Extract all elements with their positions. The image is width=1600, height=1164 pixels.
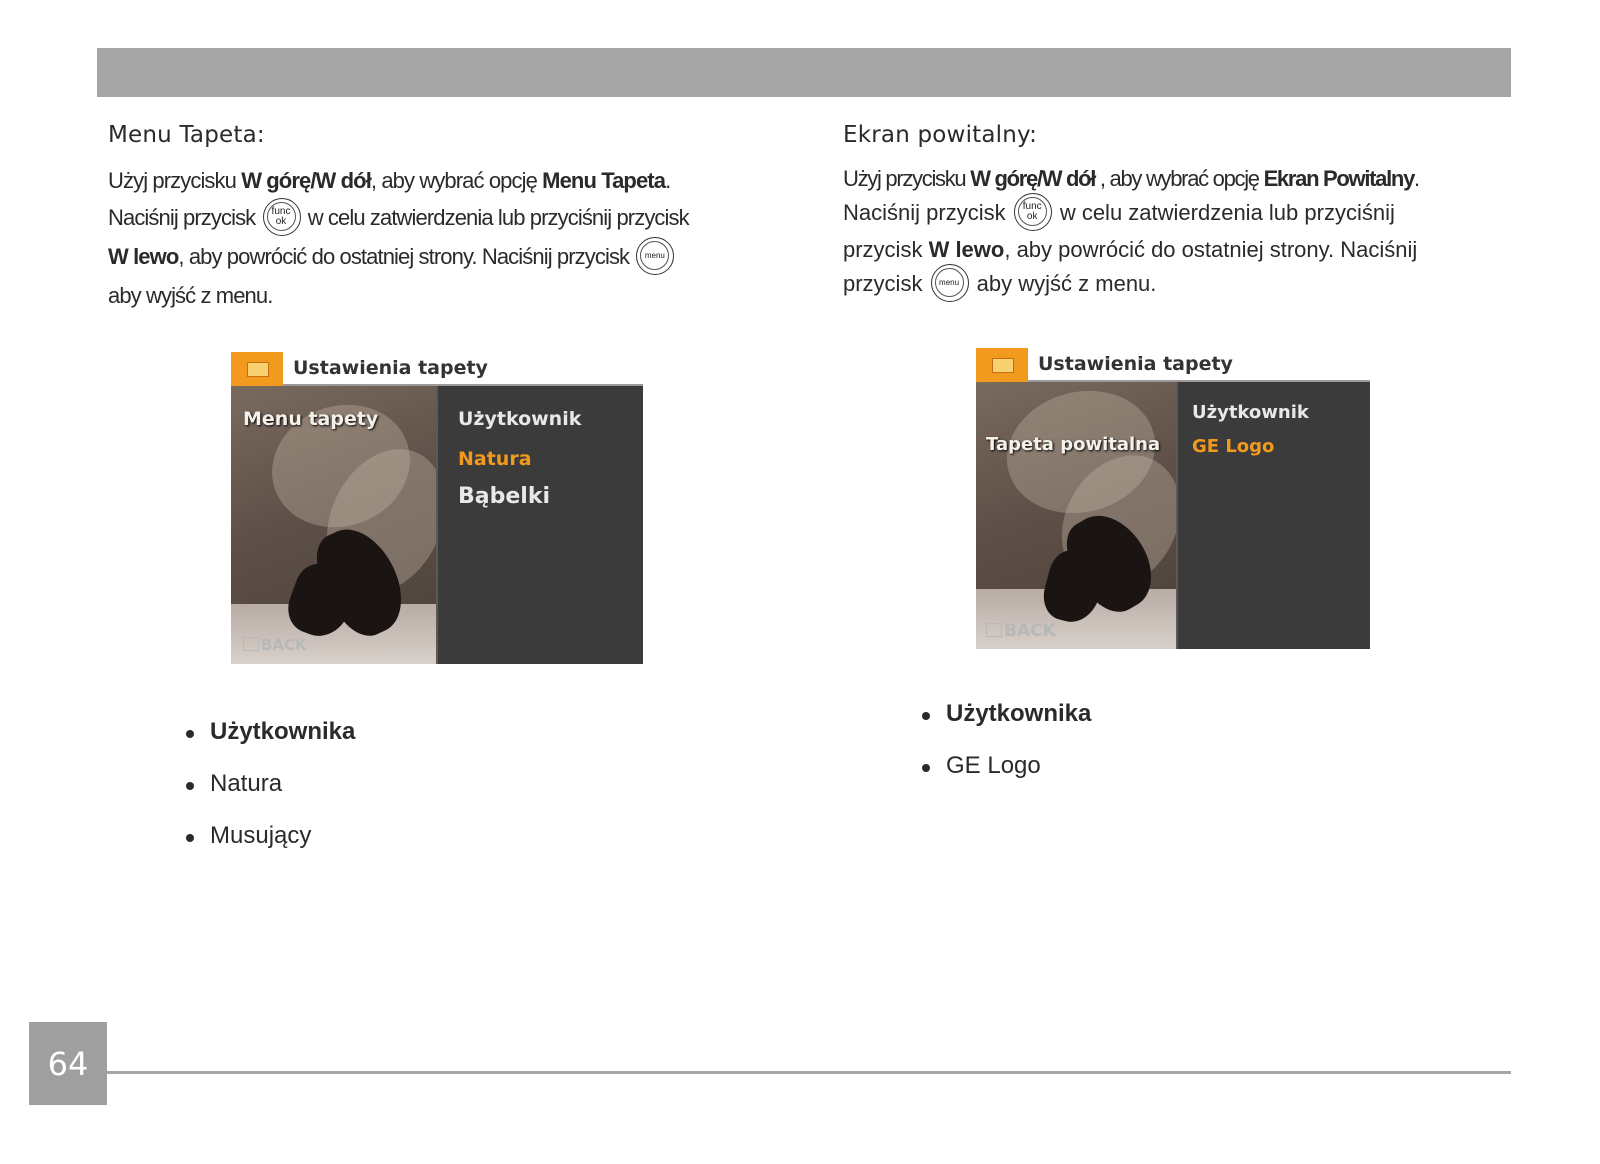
back-label: BACK (261, 636, 307, 654)
list-item (186, 770, 355, 822)
text: . (1414, 166, 1419, 191)
option-item: Użytkownik (1192, 402, 1309, 423)
options-panel (436, 386, 643, 664)
section-heading: Menu Tapeta: (108, 122, 265, 148)
screen-title-bar (976, 348, 1370, 382)
menu-button-icon (636, 237, 674, 275)
text: przycisk (843, 270, 929, 296)
menu-item-label: Tapeta powitalna (986, 434, 1161, 455)
func-ok-button-icon (263, 198, 301, 236)
list-item (922, 700, 1091, 752)
back-icon (243, 637, 259, 651)
page-number-box (29, 1022, 107, 1105)
icon-label: ok (1026, 210, 1038, 222)
text: , aby powrócić do ostatniej strony. Naciśnij (1004, 237, 1418, 262)
text: . (665, 168, 671, 193)
instruction-line (108, 238, 758, 277)
button-name: W górę/W dół (241, 168, 371, 193)
list-item (186, 822, 355, 874)
button-name: W lewo (108, 244, 179, 270)
wallpaper-icon (231, 352, 283, 386)
text: Naciśnij przycisk (108, 205, 261, 230)
button-name: W górę/W dół (970, 166, 1096, 191)
back-hint (243, 636, 307, 654)
page-number: 64 (47, 1044, 89, 1083)
icon-label: func (271, 205, 291, 217)
camera-screen-wallpaper-menu (231, 352, 643, 664)
back-icon (986, 623, 1002, 637)
instruction-line (843, 266, 1503, 304)
instruction-line (108, 162, 758, 199)
header-bar (97, 48, 1511, 97)
list-item (922, 752, 1091, 804)
text: Naciśnij przycisk (843, 199, 1012, 225)
icon-label: menu (644, 250, 665, 260)
section-ekran-powitalny (843, 122, 1503, 304)
text: Użyj przycisku (108, 168, 242, 193)
button-name: W lewo (928, 237, 1005, 262)
screen-title: Ustawienia tapety (1038, 353, 1233, 375)
footer-rule (107, 1071, 1511, 1074)
instruction-line (108, 277, 758, 314)
flower-photo (976, 382, 1176, 649)
camera-screen-startup-screen (976, 348, 1370, 649)
instruction-paragraph (108, 162, 758, 314)
func-ok-button-icon (1014, 193, 1052, 231)
list-item-text: Musujący (210, 822, 312, 849)
section-menu-tapeta (108, 122, 758, 314)
list-item-text: Natura (210, 770, 283, 797)
list-item-text: GE Logo (946, 752, 1041, 779)
options-list (186, 718, 355, 874)
text: , aby wybrać opcję (370, 168, 543, 193)
menu-button-icon (931, 264, 969, 302)
instruction-line (843, 162, 1503, 195)
option-item: Użytkownik (458, 408, 582, 430)
instruction-line (843, 195, 1503, 233)
instruction-paragraph (843, 162, 1503, 304)
text: , aby wybrać opcję (1095, 166, 1264, 191)
text: aby wyjść z menu. (108, 283, 273, 309)
back-label: BACK (1004, 621, 1056, 641)
text: aby wyjść z menu. (970, 270, 1157, 296)
options-list (922, 700, 1091, 804)
back-hint (986, 621, 1056, 641)
icon-label: ok (275, 215, 287, 227)
text: w celu zatwierdzenia lub przyciśnij przycisk (302, 205, 689, 230)
list-item-text: Użytkownika (946, 700, 1092, 727)
option-name: Menu Tapeta (542, 168, 666, 193)
text: Użyj przycisku (843, 166, 971, 191)
option-item-selected: GE Logo (1192, 436, 1275, 457)
text: w celu zatwierdzenia lub przyciśnij (1053, 199, 1395, 225)
menu-item-label: Menu tapety (243, 408, 379, 430)
option-name: Ekran Powitalny (1263, 166, 1415, 191)
option-item: Bąbelki (458, 484, 550, 509)
screen-title: Ustawienia tapety (293, 357, 488, 379)
icon-label: func (1022, 200, 1042, 212)
text: , aby powrócić do ostatniej strony. Naciśnij przycisk (178, 244, 635, 270)
section-heading: Ekran powitalny: (843, 122, 1038, 148)
icon-label: menu (939, 277, 960, 287)
list-item (186, 718, 355, 770)
screen-title-bar (231, 352, 643, 386)
wallpaper-icon (976, 348, 1028, 382)
list-item-text: Użytkownika (210, 718, 356, 745)
options-panel (1176, 382, 1370, 649)
instruction-line (843, 233, 1503, 266)
option-item-selected: Natura (458, 448, 532, 470)
text: przycisk (843, 237, 929, 262)
instruction-line (108, 199, 758, 238)
